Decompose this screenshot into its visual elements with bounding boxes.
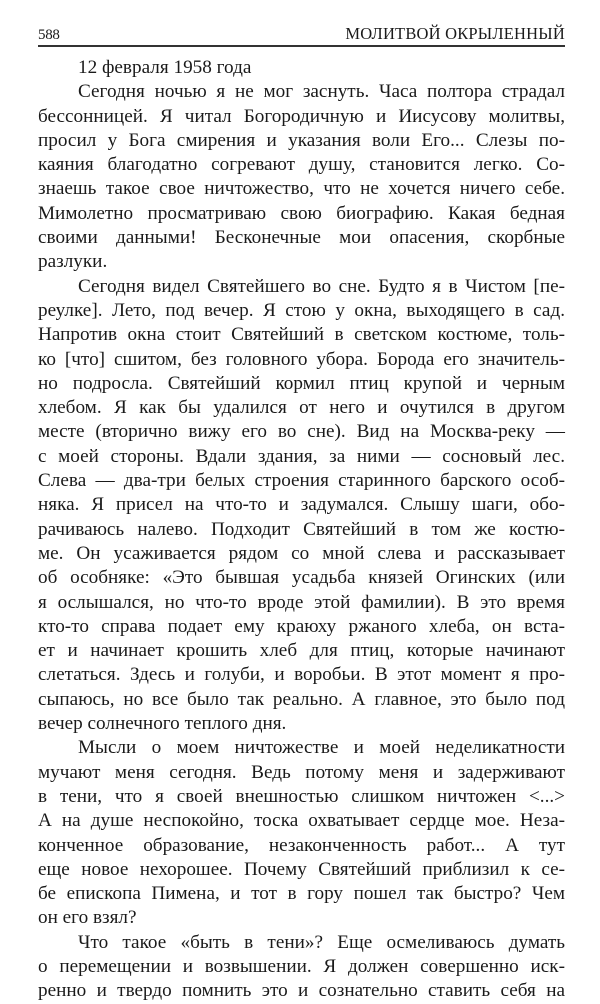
text-line: своими данными! Бесконечные мои опасения, скорбные bbox=[38, 227, 565, 249]
text-line: вечер солнечного теплого дня. bbox=[38, 713, 287, 735]
page-number: 588 bbox=[38, 27, 60, 43]
text-line: бе епископа Пимена, и тот в гору пошел так быстро? Чем bbox=[38, 883, 565, 905]
paragraph-3 bbox=[38, 736, 565, 930]
text-line: ко [что] сшитом, без головного убора. Борода его значитель- bbox=[38, 348, 565, 370]
running-title: МОЛИТВОЙ ОКРЫЛЕННЫЙ bbox=[345, 24, 565, 43]
text-line: Слева — два-три белых строения старинного барского особ- bbox=[38, 470, 565, 492]
text-line: он его взял? bbox=[38, 907, 137, 929]
text-line: бессонницей. Я читал Богородичную и Иисусову молитвы, bbox=[38, 105, 565, 127]
text-line: Мысли о моем ничтожестве и моей неделикатности bbox=[78, 737, 565, 759]
text-line: но подросла. Святейший кормил птиц крупой и черным bbox=[38, 372, 565, 394]
text-line: мучают меня сегодня. Ведь потому меня и задерживают bbox=[38, 761, 565, 783]
text-line: слетаться. Здесь и голуби, и воробьи. В этот момент я про- bbox=[38, 664, 565, 686]
running-head bbox=[38, 22, 565, 44]
text-line: конченное образование, незаконченность работ... А тут bbox=[38, 834, 565, 856]
text-line: об особняке: «Это бывшая усадьба князей Огинских (или bbox=[38, 567, 565, 589]
text-line: сыпаюсь, но все было так реально. А главное, это было под bbox=[38, 688, 565, 710]
text-line: ме. Он усаживается рядом со мной слева и рассказывает bbox=[38, 542, 565, 564]
text-line: Что такое «быть в тени»? Еще осмеливаюсь думать bbox=[78, 931, 565, 953]
text-line: разлуки. bbox=[38, 251, 108, 273]
text-line: Сегодня видел Святейшего во сне. Будто я в Чистом [пе- bbox=[78, 275, 565, 297]
body-text bbox=[38, 56, 565, 1004]
text-line: реулке]. Лето, под вечер. Я стою у окна, выходящего в сад. bbox=[38, 299, 565, 321]
paragraph-2 bbox=[38, 275, 565, 737]
text-line: ренно и твердо помнить это и сознательно ставить себя на bbox=[38, 980, 565, 1002]
text-line: ет и начинает крошить хлеб для птиц, которые начинают bbox=[38, 640, 565, 662]
text-line: хлебом. Я как бы удалился от него и очутился в другом bbox=[38, 397, 565, 419]
text-line: в тени, что я своей внешностью слишком ничтожен <...> bbox=[38, 785, 565, 807]
text-line: о перемещении и возвышении. Я должен совершенно иск- bbox=[38, 955, 565, 977]
text-line: кто-то справа подает ему краюху ржаного хлеба, он вста- bbox=[38, 615, 565, 637]
text-line: каяния благодатно согревают душу, становится легко. Со- bbox=[38, 154, 565, 176]
text-line: еще новое нехорошее. Почему Святейший приблизил к се- bbox=[38, 858, 565, 880]
text-line: Сегодня ночью я не мог заснуть. Часа полтора страдал bbox=[78, 81, 565, 103]
entry-date: 12 февраля 1958 года bbox=[78, 57, 252, 78]
header-rule bbox=[38, 45, 565, 47]
text-line: рачиваюсь налево. Подходит Святейший в том же костю- bbox=[38, 518, 565, 540]
text-line: я ослышался, но что-то вроде этой фамилии). В это время bbox=[38, 591, 565, 613]
text-line: А на душе неспокойно, тоска охватывает сердце мое. Неза- bbox=[38, 810, 565, 832]
paragraph-4 bbox=[38, 931, 565, 1004]
text-line: просил у Бога смирения и указания воли Его... Слезы по- bbox=[38, 129, 565, 151]
text-line: няка. Я присел на что-то и задумался. Слышу шаги, обо- bbox=[38, 494, 565, 516]
paragraph-1 bbox=[38, 80, 565, 274]
text-line: Мимолетно просматриваю свою биографию. Какая бедная bbox=[38, 202, 565, 224]
text-line: с моей стороны. Вдали здания, за ними — сосновый лес. bbox=[38, 445, 565, 467]
text-line: Напротив окна стоит Святейший в светском костюме, толь- bbox=[38, 324, 565, 346]
text-line: знаешь такое свое ничтожество, что не хочется ничего себе. bbox=[38, 178, 565, 200]
text-line: месте (вторично вижу его во сне). Вид на Москва-реку — bbox=[38, 421, 565, 443]
